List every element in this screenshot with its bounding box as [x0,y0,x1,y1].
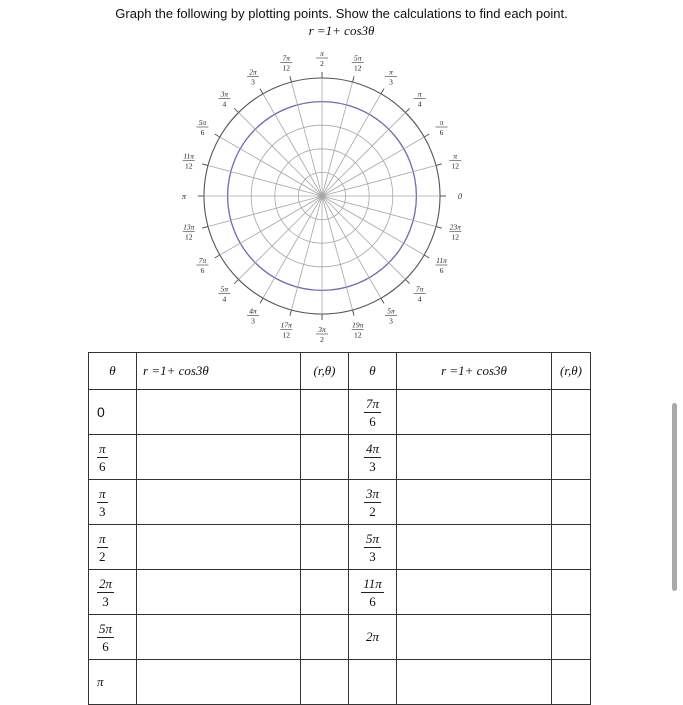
svg-text:6: 6 [200,266,205,275]
theta-cell-right: $\frac{4\pi}{3}$ [349,435,397,480]
angle-tick [381,298,384,303]
angle-label [385,307,397,326]
point-header: (r,θ) [301,353,349,390]
angle-tick [381,89,384,94]
angle-tick [260,89,263,94]
angle-label [183,223,195,242]
point-cell[interactable] [301,570,349,615]
table-row [89,480,591,525]
r-value-cell-right[interactable] [397,525,552,570]
table-row [89,660,591,705]
angle-label [280,320,292,339]
svg-text:6: 6 [439,266,444,275]
grid-spoke [263,196,322,298]
angle-label [196,256,208,275]
angle-tick [436,227,442,229]
theta-cell-right: $\frac{7\pi}{6}$ [349,390,397,435]
theta-cell: $\frac{2\pi}{3}$ [89,570,137,615]
svg-text:11π: 11π [436,256,447,265]
theta-cell-right: $\frac{11\pi}{6}$ [349,570,397,615]
point-cell-right[interactable] [552,615,591,660]
vertical-scrollbar[interactable] [672,403,677,591]
point-cell[interactable] [301,390,349,435]
grid-spoke [208,165,322,196]
point-cell-right[interactable] [552,390,591,435]
angle-tick [215,134,220,137]
r-value-cell-right[interactable] [397,480,552,525]
svg-text:12: 12 [282,330,291,340]
theta-cell: $\frac{5\pi}{6}$ [89,615,137,660]
angle-tick [234,279,238,283]
instructions-text: Graph the following by plotting points. Show the calculations to find each point. [115,6,568,21]
angle-tick [234,108,238,112]
table-row [89,525,591,570]
svg-text:2: 2 [320,59,324,68]
grid-spoke [220,137,322,196]
r-value-cell-right[interactable] [397,570,552,615]
theta-cell-right [349,660,397,705]
angle-label [352,320,364,339]
svg-text:5π: 5π [220,284,229,294]
grid-spoke [322,196,436,227]
angle-label [385,67,397,86]
angle-tick [353,76,355,82]
angle-label [316,49,328,68]
svg-text:4: 4 [222,294,227,304]
r-value-cell[interactable] [137,570,301,615]
svg-text:π: π [439,118,444,127]
grid-spoke [322,165,436,196]
angle-label [414,89,426,108]
svg-text:7π: 7π [198,256,207,265]
theta-header-right: θ [349,353,397,390]
svg-text:π: π [320,49,324,58]
svg-text:π: π [389,67,393,77]
theta-cell: $\frac{\pi}{3}$ [89,480,137,525]
angle-label [414,285,426,304]
r-value-cell-right[interactable] [397,615,552,660]
point-cell[interactable] [301,525,349,570]
svg-text:7π: 7π [282,53,291,63]
grid-spoke [322,94,381,196]
grid-spoke [322,196,353,310]
svg-text:3π: 3π [220,89,229,99]
grid-spoke [322,196,424,255]
point-cell-right[interactable] [552,525,591,570]
table-header-row [89,353,591,390]
angle-label [436,256,448,275]
svg-text:6: 6 [200,128,205,137]
grid-spoke [322,196,381,298]
table-row [89,615,591,660]
r-value-cell[interactable] [137,435,301,480]
svg-text:12: 12 [451,161,460,171]
svg-text:4: 4 [417,99,422,109]
point-cell[interactable] [301,480,349,525]
point-header-right: (r,θ) [552,353,591,390]
angle-label [196,118,208,137]
r-value-cell[interactable] [137,525,301,570]
svg-text:7π: 7π [415,284,424,294]
svg-text:12: 12 [451,232,460,242]
grid-spoke [322,113,405,196]
table-row [89,435,591,480]
svg-text:4: 4 [222,99,227,109]
svg-text:5π: 5π [387,306,395,316]
svg-text:3: 3 [389,316,393,326]
angle-label [449,151,461,170]
point-cell-right[interactable] [552,480,591,525]
svg-text:π: π [181,192,187,201]
point-cell[interactable] [301,435,349,480]
grid-spoke [322,137,424,196]
point-cell[interactable] [301,660,349,705]
r-value-cell[interactable] [137,390,301,435]
grid-spoke [239,113,322,196]
angle-tick [436,164,442,166]
angle-label [218,89,230,108]
r-value-cell[interactable] [137,480,301,525]
svg-text:23π: 23π [449,222,461,232]
svg-text:4π: 4π [249,306,257,316]
svg-text:13π: 13π [183,222,195,232]
angle-label [247,307,259,326]
angle-tick [202,227,208,229]
grid-spoke [208,196,322,227]
theta-cell-right: $\frac{3\pi}{2}$ [349,480,397,525]
angle-tick [290,310,292,316]
r-value-cell-right[interactable] [397,660,552,705]
svg-text:0: 0 [458,192,462,201]
svg-text:2: 2 [320,335,324,344]
table-row [89,390,591,435]
angle-label [436,118,448,137]
theta-cell: $\frac{\pi}{6}$ [89,435,137,480]
svg-text:4: 4 [417,294,422,304]
svg-text:π: π [417,89,422,99]
angle-label [449,223,461,242]
svg-text:12: 12 [184,161,193,171]
grid-spoke [322,196,405,279]
svg-text:5π: 5π [198,118,207,127]
angle-tick [424,255,429,258]
theta-cell-right: $\frac{5\pi}{3}$ [349,525,397,570]
angle-label [182,192,187,201]
svg-text:3: 3 [389,77,393,87]
angle-tick [202,164,208,166]
svg-text:17π: 17π [280,320,292,330]
polar-grid [0,0,683,352]
svg-text:3: 3 [251,316,255,326]
grid-spoke [220,196,322,255]
r-value-cell-right[interactable] [397,390,552,435]
r-value-cell[interactable] [137,615,301,660]
theta-cell: $\frac{\pi}{2}$ [89,525,137,570]
angle-tick [260,298,263,303]
angle-label [458,192,462,201]
angle-label [352,54,364,73]
grid-spoke [239,196,322,279]
theta-header: θ [89,353,137,390]
svg-text:12: 12 [353,330,362,340]
angle-label [247,67,259,86]
formula-header: r =1+ cos3θ [137,353,301,390]
angle-tick [353,310,355,316]
angle-tick [215,255,220,258]
angle-tick [290,76,292,82]
svg-text:5π: 5π [353,53,362,63]
svg-text:π: π [453,151,458,161]
svg-text:19π: 19π [352,320,364,330]
worksheet-table [88,352,591,705]
svg-text:12: 12 [282,63,291,73]
equation-text: r =1+ cos3θ [308,23,375,38]
r-value-cell-right[interactable] [397,435,552,480]
grid-spoke [291,196,322,310]
svg-text:12: 12 [184,232,193,242]
grid-spoke [322,82,353,196]
angle-label [218,285,230,304]
r-value-cell[interactable] [137,660,301,705]
theta-cell: 0 [89,390,137,435]
angle-label [316,325,328,344]
theta-cell: π [89,660,137,705]
table-row [89,570,591,615]
formula-header-right: r =1+ cos3θ [397,353,552,390]
angle-label [183,151,195,170]
svg-text:12: 12 [353,63,362,73]
svg-text:2π: 2π [249,67,257,77]
angle-label [280,54,292,73]
svg-text:6: 6 [439,128,444,137]
angle-tick [424,134,429,137]
angle-tick [405,279,409,283]
point-cell-right[interactable] [552,435,591,480]
angle-tick [405,108,409,112]
svg-text:3: 3 [251,77,255,87]
point-cell-right[interactable] [552,570,591,615]
svg-text:3π: 3π [318,325,326,334]
point-cell-right[interactable] [552,660,591,705]
grid-spoke [291,82,322,196]
svg-text:11π: 11π [183,151,195,161]
theta-cell-right: 2π [349,615,397,660]
point-cell[interactable] [301,615,349,660]
grid-spoke [263,94,322,196]
